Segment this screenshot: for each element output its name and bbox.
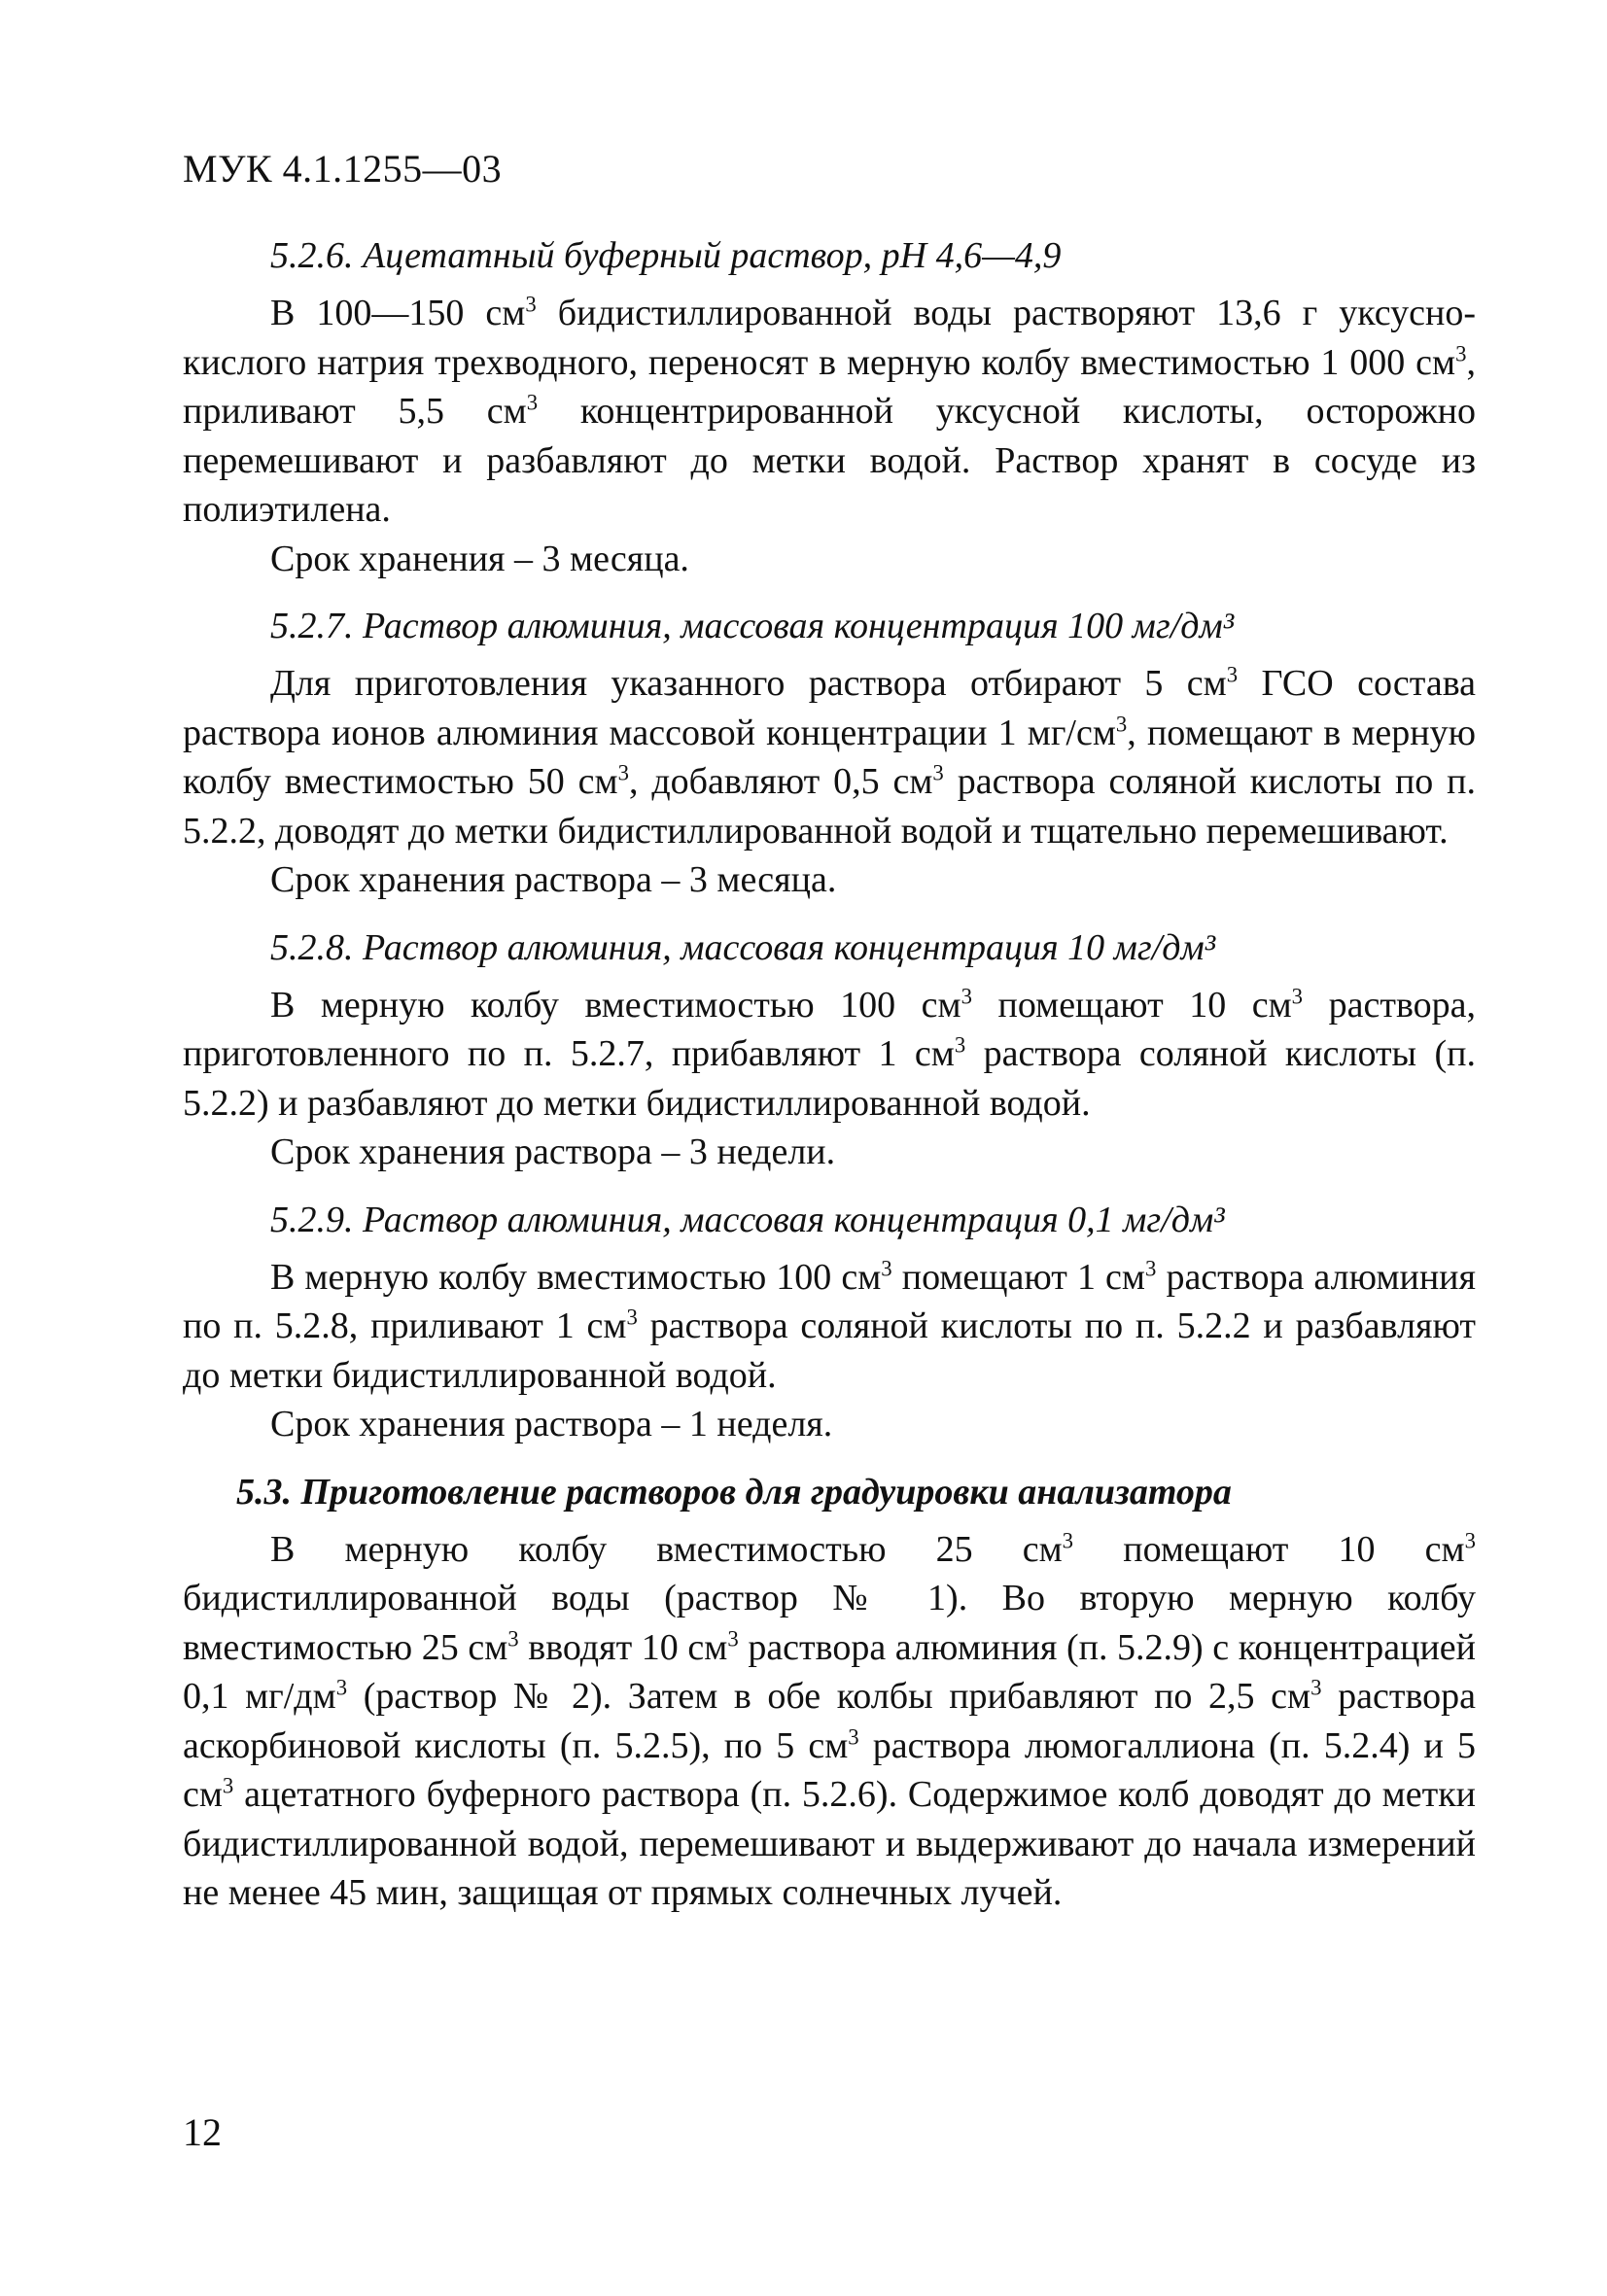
section-5-3: [183, 1467, 1476, 1918]
document-code: МУК 4.1.1255—03: [183, 147, 503, 191]
storage-note: Срок хранения – 3 месяца.: [270, 538, 689, 579]
section-paragraph: В мерную колбу вместимостью 25 $см^3$ помещают 10 $см^3$ бидистиллированной воды (раствор № 1). Во вторую мерную колбу вместимостью 25 $см^3$ вводят 10 $см^3$ раствора алюминия (п. 5.2.9) с концентрацией 0,1 $мг/дм^3$ (раствор № 2). Затем в обе колбы прибавляют по 2,5 $см^3$ раствора аскорбиновой кислоты (п. 5.2.5), по 5 $см^3$ раствора люмогаллиона (п. 5.2.4) и 5 $см^3$ ацетатного буферного раствора (п. 5.2.6). Содержимое колб доводят до метки бидистиллированной водой, перемешивают и выдерживают до начала измерений не менее 45 мин, защищая от прямых солнечных лучей.: [183, 1527, 1477, 1913]
document-page: [183, 146, 1476, 1918]
storage-note: Срок хранения раствора – 1 неделя.: [270, 1404, 833, 1444]
section-5-2-6: [183, 230, 1476, 583]
section-5-2-7: [183, 601, 1476, 905]
section-title: 5.2.7. Раствор алюминия, массовая концентрация 100 мг/дм³: [270, 606, 1235, 646]
section-title: 5.2.9. Раствор алюминия, массовая концентрация 0,1 мг/дм³: [270, 1199, 1225, 1240]
section-paragraph: Для приготовления указанного раствора отбирают 5 $см^3$ ГСО состава раствора ионов алюминия массовой концентрации 1 $мг/см^3$, помещают в мерную колбу вместимостью 50 $см^3$, добавляют 0,5 $см^3$ раствора соляной кислоты по п. 5.2.2, доводят до метки бидистиллированной водой и тщательно перемешивают.: [183, 662, 1476, 852]
section-paragraph: В мерную колбу вместимостью 100 $см^3$ помещают 1 $см^3$ раствора алюминия по п. 5.2.8, приливают 1 $см^3$ раствора соляной кислоты по п. 5.2.2 и разбавляют до метки бидистиллированной водой.: [183, 1255, 1476, 1396]
section-5-2-9: [183, 1195, 1476, 1449]
storage-note: Срок хранения раствора – 3 месяца.: [270, 859, 837, 900]
section-title: 5.2.6. Ацетатный буферный раствор, pH 4,6—4,9: [270, 235, 1062, 276]
section-paragraph: В мерную колбу вместимостью 100 $см^3$ помещают 10 $см^3$ раствора, приготовленного по п. 5.2.7, прибавляют 1 $см^3$ раствора соляной кислоты (п. 5.2.2) и разбавляют до метки бидистиллированной водой.: [183, 983, 1476, 1124]
section-title: 5.3. Приготовление растворов для градуировки анализатора: [236, 1471, 1232, 1513]
section-paragraph: В 100—150 $см^3$ бидистиллированной воды растворяют 13,6 г уксусно-кислого натрия трехводного, переносят в мерную колбу вместимостью 1 000 $см^3$, приливают 5,5 $см^3$ концентрированной уксусной кислоты, осторожно перемешивают и разбавляют до метки водой. Раствор хранят в сосуде из полиэтилена.: [183, 292, 1477, 530]
page-number: 12: [183, 2110, 222, 2154]
section-5-2-8: [183, 922, 1476, 1177]
storage-note: Срок хранения раствора – 3 недели.: [270, 1131, 836, 1172]
section-title: 5.2.8. Раствор алюминия, массовая концентрация 10 мг/дм³: [270, 926, 1216, 968]
